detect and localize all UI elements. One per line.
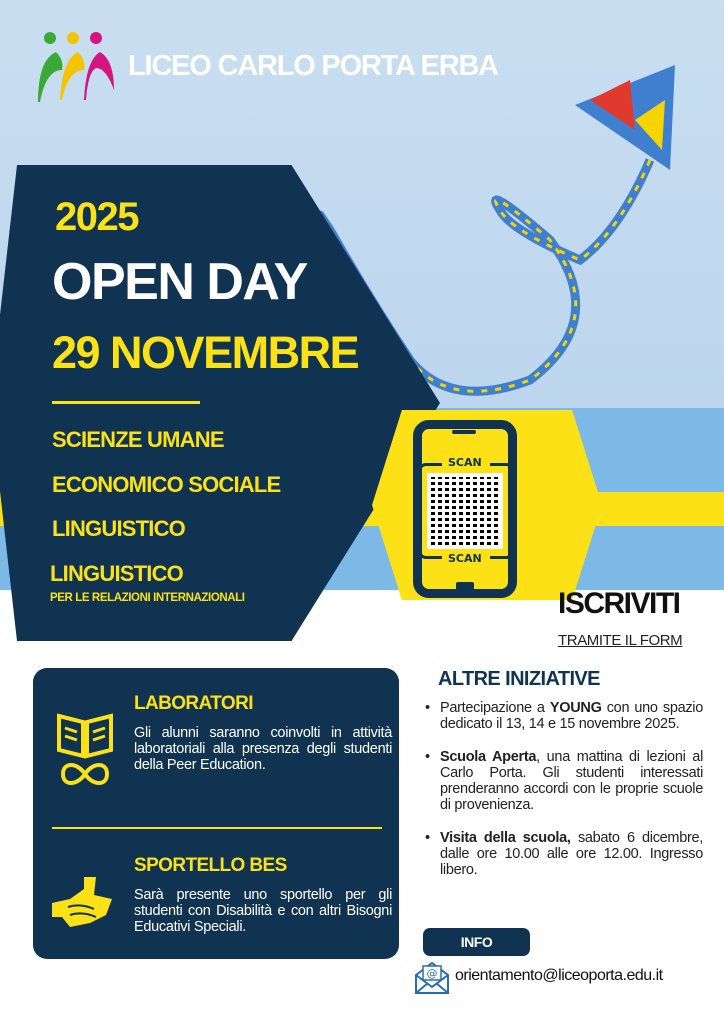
qr-code[interactable]: [427, 473, 503, 549]
bes-text: Sarà presente uno sportello per gli studenti con Disabilità e con altri Bisogni Educativi Speciali.: [134, 887, 392, 935]
lab-title: LABORATORI: [134, 693, 253, 714]
program-scienze-umane: SCIENZE UMANE: [52, 427, 224, 452]
signup-form-link[interactable]: TRAMITE IL FORM: [558, 632, 683, 649]
box-divider: [52, 827, 382, 829]
list-item: • Scuola Aperta, una mattina di lezioni al Carlo Porta. Gli studenti interessati prenderanno accordi con le proprie scuole di provenienza.: [425, 749, 703, 813]
list-item: • Partecipazione a YOUNG con uno spazio dedicato il 13, 14 e 15 novembre 2025.: [425, 700, 703, 732]
divider: [52, 401, 200, 404]
program-subtitle: PER LE RELAZIONI INTERNAZIONALI: [50, 592, 245, 604]
program-linguistico: LINGUISTICO: [52, 516, 185, 541]
email-address[interactable]: orientamento@liceoporta.edu.it: [455, 967, 663, 984]
signup-title: ISCRIVITI: [558, 587, 680, 620]
school-logo-icon: [36, 30, 116, 105]
phone-speaker: [452, 430, 476, 434]
book-infinity-icon: [55, 712, 115, 787]
svg-text:@: @: [426, 967, 438, 980]
email-icon: [414, 961, 450, 995]
list-item: • Visita della scuola, sabato 6 dicembre, dalle ore 10.00 alle ore 12.00. Ingresso libero.: [425, 830, 703, 878]
lab-text: Gli alunni saranno coinvolti in attività laboratoriali alla presenza degli studenti della Peer Education.: [134, 725, 392, 773]
initiatives-list: [425, 700, 703, 895]
altre-iniziative-title: ALTRE INIZIATIVE: [438, 668, 600, 690]
program-linguistico-ri: LINGUISTICO: [50, 561, 183, 586]
program-economico-sociale: ECONOMICO SOCIALE: [52, 472, 281, 497]
event-title: OPEN DAY: [52, 253, 307, 311]
bes-title: SPORTELLO BES: [134, 855, 287, 876]
helping-hands-icon: [50, 875, 114, 930]
year: 2025: [55, 195, 138, 239]
scan-label-top: SCAN: [448, 456, 482, 469]
event-date: 29 NOVEMBRE: [52, 327, 359, 378]
scan-label-bottom: SCAN: [448, 552, 482, 565]
school-name: LICEO CARLO PORTA ERBA: [128, 50, 498, 82]
phone-button: [456, 582, 474, 590]
info-button[interactable]: INFO: [423, 928, 530, 956]
